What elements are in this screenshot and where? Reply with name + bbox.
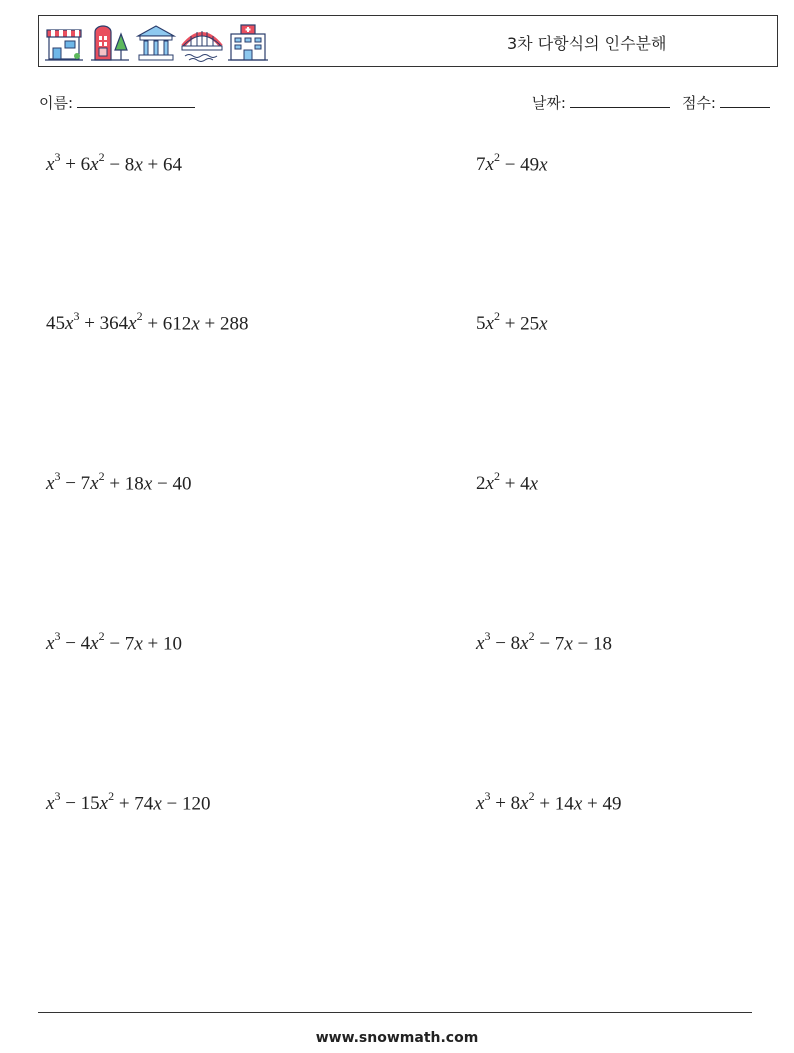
exponent: 3 xyxy=(484,629,491,643)
name-field xyxy=(39,92,195,113)
polynomial-term: $5x^2$ xyxy=(476,309,500,335)
exponent: 3 xyxy=(54,789,61,803)
polynomial-term: + 74x xyxy=(118,793,162,815)
polynomial-term: − $15x^2$ xyxy=(65,789,115,815)
exponent: 3 xyxy=(54,469,61,483)
polynomial-term: $45x^3$ xyxy=(46,309,80,335)
date-blank[interactable] xyxy=(570,93,670,108)
polynomial-term: − $8x^2$ xyxy=(495,629,535,655)
exponent: 2 xyxy=(136,309,143,323)
variable-x: x xyxy=(520,793,529,815)
variable-x: x xyxy=(46,793,55,815)
polynomial-term xyxy=(46,629,61,655)
variable-x: x xyxy=(485,313,494,335)
polynomial-term: + $6x^2$ xyxy=(65,150,105,176)
polynomial-term: + 49 xyxy=(587,793,622,815)
problem xyxy=(476,471,538,495)
variable-x: x xyxy=(539,313,548,335)
variable-x: x xyxy=(153,793,162,815)
problem xyxy=(46,311,248,335)
header-box xyxy=(38,15,778,67)
date-label: 날짜: xyxy=(531,94,566,112)
exponent: 3 xyxy=(54,150,61,164)
exponent: 2 xyxy=(98,150,105,164)
score-label: 점수: xyxy=(681,94,716,112)
variable-x: x xyxy=(476,633,485,655)
variable-x: x xyxy=(476,793,485,815)
problem xyxy=(476,152,548,176)
exponent: 2 xyxy=(528,629,535,643)
problem xyxy=(46,631,182,655)
exponent: 3 xyxy=(73,309,80,323)
date-score-fields xyxy=(532,92,770,113)
polynomial-term: − 120 xyxy=(166,793,211,815)
exponent: 2 xyxy=(528,789,535,803)
problem xyxy=(476,631,612,655)
polynomial-term: − 18 xyxy=(577,633,612,655)
polynomial-term xyxy=(46,150,61,176)
polynomial-term: − 49x xyxy=(504,154,548,176)
polynomial-term: + 64 xyxy=(147,154,182,176)
variable-x: x xyxy=(46,154,55,176)
bridge-icon xyxy=(181,22,223,64)
polynomial-term: − 7x xyxy=(539,633,573,655)
polynomial-term: $7x^2$ xyxy=(476,150,500,176)
polynomial-term xyxy=(476,789,491,815)
variable-x: x xyxy=(529,473,539,495)
polynomial-term: + 612x xyxy=(147,313,200,335)
polynomial-term xyxy=(46,789,61,815)
variable-x: x xyxy=(191,313,200,335)
exponent: 2 xyxy=(493,469,500,483)
shop-icon xyxy=(43,22,85,64)
variable-x: x xyxy=(485,154,494,176)
museum-icon xyxy=(135,22,177,64)
exponent: 2 xyxy=(108,789,115,803)
name-label: 이름: xyxy=(39,94,74,112)
polynomial-term: + 10 xyxy=(147,633,182,655)
name-blank[interactable] xyxy=(77,93,195,108)
variable-x: x xyxy=(520,633,529,655)
polynomial-term: − $4x^2$ xyxy=(65,629,105,655)
polynomial-term: + $8x^2$ xyxy=(495,789,535,815)
variable-x: x xyxy=(134,633,143,655)
polynomial-term: − 40 xyxy=(157,473,192,495)
problem xyxy=(476,311,548,335)
polynomial-term: − 8x xyxy=(109,154,143,176)
polynomial-term: $2x^2$ xyxy=(476,469,500,495)
problem xyxy=(46,152,182,176)
problem xyxy=(46,471,191,495)
polynomial-term: + 288 xyxy=(204,313,249,335)
exponent: 2 xyxy=(98,629,105,643)
exponent: 3 xyxy=(54,629,61,643)
variable-x: x xyxy=(90,154,99,176)
polynomial-term: − $7x^2$ xyxy=(65,469,105,495)
hospital-icon xyxy=(227,22,269,64)
header-icons xyxy=(43,22,269,64)
footer-divider xyxy=(38,1012,752,1013)
variable-x: x xyxy=(128,313,137,335)
variable-x: x xyxy=(539,154,548,176)
polynomial-term: + 14x xyxy=(539,793,583,815)
variable-x: x xyxy=(134,154,143,176)
problem xyxy=(46,791,210,815)
variable-x: x xyxy=(90,633,99,655)
polynomial-term: + 25x xyxy=(504,313,548,335)
variable-x: x xyxy=(90,473,99,495)
polynomial-term xyxy=(46,469,61,495)
exponent: 2 xyxy=(98,469,105,483)
problem xyxy=(476,791,621,815)
polynomial-term xyxy=(476,629,491,655)
phone-booth-tree-icon xyxy=(89,22,131,64)
score-field xyxy=(682,92,770,113)
variable-x: x xyxy=(99,793,109,815)
polynomial-term: + 4x xyxy=(504,473,539,495)
variable-x: x xyxy=(485,473,494,495)
polynomial-term: + $364x^2$ xyxy=(84,309,143,335)
score-blank[interactable] xyxy=(720,93,770,108)
exponent: 2 xyxy=(493,150,500,164)
footer-site: www.snowmath.com xyxy=(315,1030,479,1046)
variable-x: x xyxy=(573,793,583,815)
variable-x: x xyxy=(65,313,74,335)
worksheet-title: 3차 다항식의 인수분해 xyxy=(507,34,667,53)
exponent: 3 xyxy=(484,789,491,803)
variable-x: x xyxy=(564,633,573,655)
variable-x: x xyxy=(46,633,55,655)
polynomial-term: + 18x xyxy=(109,473,153,495)
variable-x: x xyxy=(46,473,55,495)
date-field xyxy=(532,92,670,113)
exponent: 2 xyxy=(493,309,500,323)
variable-x: x xyxy=(143,473,153,495)
polynomial-term: − 7x xyxy=(109,633,143,655)
